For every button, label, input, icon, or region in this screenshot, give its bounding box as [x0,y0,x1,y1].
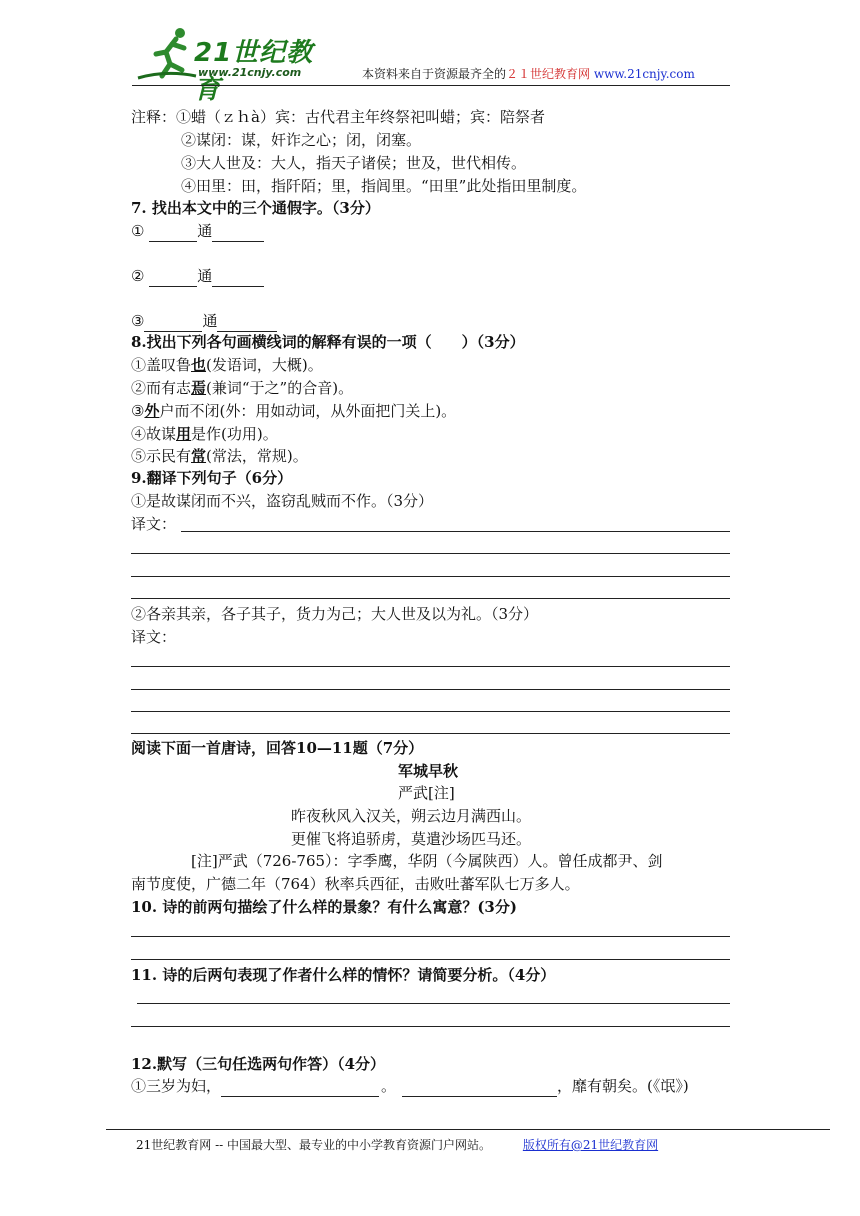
q9-title: 9.翻译下列句子（6分） [131,469,293,487]
header-rule [132,85,730,86]
q11-title: 11. 诗的后两句表现了作者什么样的情怀？请简要分析。（4分） [131,966,556,984]
note-2: ②谋闭：谋，奸诈之心；闭，闭塞。 [181,131,422,149]
q9-sentence-2: ②各亲其亲，各子其子，货力为己；大人世及以为礼。（3分） [131,605,539,623]
header-source-prefix: 本资料来自于资源最齐全的 [362,67,507,81]
q7-blank-1b[interactable] [212,226,264,242]
q9-answer-line-2a[interactable] [131,666,730,667]
q9-answer-line-1b[interactable] [131,553,730,554]
footer-text: 21世纪教育网 -- 中国最大型、最专业的中小学教育资源门户网站。 [136,1138,492,1152]
logo-url-text: www.21cnjy.com [198,66,302,79]
poem-note-2: 南节度使，广德二年（764）秋率兵西征，击败吐蕃军队七万多人。 [131,875,580,893]
q8-option-5: ⑤示民有常(常法，常规)。 [131,447,308,465]
q10-answer-line-1[interactable] [131,936,730,937]
q12-blank-1[interactable] [221,1081,379,1097]
q8-option-4: ④故谋用是作(功用)。 [131,425,278,443]
poem-intro: 阅读下面一首唐诗，回答10—11题（7分） [131,739,424,757]
header-source-url[interactable]: www.21cnjy.com [593,67,695,81]
site-logo [136,26,336,105]
q9-answer-line-2c[interactable] [131,711,730,712]
note-3: ③大人世及：大人，指天子诸侯；世及，世代相传。 [181,154,527,172]
q12-title: 12.默写（三句任选两句作答）（4分） [131,1055,386,1073]
q7-blank-3b[interactable] [217,316,277,332]
q7-blank-3a[interactable] [144,316,202,332]
q9-translation-label-1: 译文： [131,515,177,533]
q9-answer-line-1d[interactable] [131,598,730,599]
q7-blank-1a[interactable] [149,226,197,242]
q9-answer-line-2b[interactable] [131,689,730,690]
q7-blank-row-2: ② 通 [131,265,264,287]
poem-line-2: 更催飞将追骄虏，莫遣沙场匹马还。 [291,830,532,848]
note-4: ④田里：田，指阡陌；里，指闾里。“田里”此处指田里制度。 [181,177,587,195]
poem-title: 军城早秋 [398,762,459,780]
q9-translation-label-2: 译文： [131,628,177,646]
logo-main-text: 21世纪教育 [194,38,314,105]
poem-note-1: [注]严武（726-765）：字季鹰，华阴（今属陕西）人。曾任成都尹、剑 [191,852,663,870]
q8-title: 8.找出下列各句画横线词的解释有误的一项（ ）（3分） [131,333,525,351]
q9-answer-line-1a[interactable] [181,531,730,532]
runner-logo-icon [136,26,198,82]
q8-option-3: ③外户而不闭(外：用如动词，从外面把门关上)。 [131,402,457,420]
poem-author: 严武[注] [398,784,455,802]
q12-line-1: ①三岁为妇， 。 ，靡有朝矣。(《氓》) [131,1077,689,1095]
q11-answer-line-2[interactable] [131,1026,730,1027]
poem-line-1: 昨夜秋风入汉关，朔云边月满西山。 [291,807,532,825]
q7-blank-2b[interactable] [212,271,264,287]
q10-answer-line-2[interactable] [131,959,730,960]
q7-blank-row-3: ③ 通 [131,310,277,332]
footer-copyright-link[interactable]: 版权所有@21世纪教育网 [522,1138,659,1152]
footer-rule [106,1129,830,1130]
footer [136,1137,658,1153]
q8-option-2: ②而有志焉(兼词“于之”的合音)。 [131,379,354,397]
q8-option-1: ①盖叹鲁也(发语词，大概)。 [131,356,323,374]
q10-title: 10. 诗的前两句描绘了什么样的景象？有什么寓意？(3分) [131,898,517,916]
q9-answer-line-1c[interactable] [131,576,730,577]
header-source-site: ２１世纪教育网 [506,67,591,81]
q7-blank-row-1: ① 通 [131,220,264,242]
q9-sentence-1: ①是故谋闭而不兴，盗窃乱贼而不作。（3分） [131,492,434,510]
header-source [362,66,695,82]
q12-blank-2[interactable] [402,1081,557,1097]
q9-answer-line-2d[interactable] [131,733,730,734]
q11-answer-line-1[interactable] [137,1003,730,1004]
q7-title: 7. 找出本文中的三个通假字。（3分） [131,199,380,217]
note-1: 注释：①蜡（ｚｈà）宾：古代君主年终祭祀叫蜡；宾：陪祭者 [131,108,545,126]
q7-blank-2a[interactable] [149,271,197,287]
